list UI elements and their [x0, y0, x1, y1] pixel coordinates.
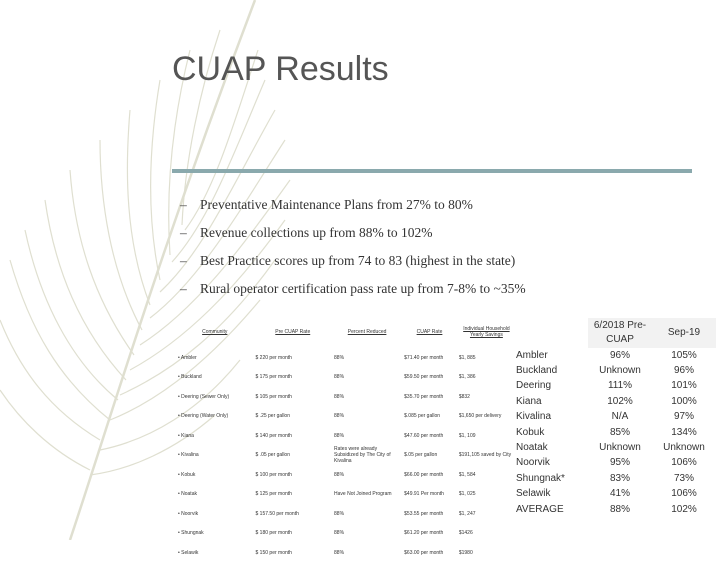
table-row — [176, 524, 516, 544]
table-row — [512, 440, 716, 455]
table-cell: • Ambler — [178, 354, 197, 361]
table-cell: • Deering (Sewer Only) — [178, 393, 230, 400]
table-cell: $1, 247 — [458, 510, 476, 517]
table-header-row — [512, 318, 716, 348]
bullet-item — [180, 195, 526, 223]
bullet-item — [180, 223, 526, 251]
table-cell: 88% — [334, 354, 345, 361]
table-cell: $ 157.50 per month — [255, 510, 299, 517]
table-cell: 88% — [334, 549, 345, 556]
table-cell: $1426 — [458, 530, 473, 537]
table-cell: 88% — [334, 432, 345, 439]
table-cell: $1, 584 — [458, 471, 476, 478]
table-cell: $1980 — [458, 549, 473, 556]
column-header: Community — [202, 329, 228, 335]
table-row — [176, 485, 516, 505]
table-cell: $1, 386 — [458, 374, 476, 381]
collection-rate-cell: Unknown — [663, 442, 705, 454]
community-name: Selawik — [516, 488, 551, 500]
rate-savings-table — [176, 316, 516, 563]
table-row — [512, 502, 716, 517]
table-row — [512, 394, 716, 409]
table-cell: 88% — [334, 374, 345, 381]
collection-rate-cell: Unknown — [599, 442, 641, 454]
table-row — [176, 446, 516, 466]
table-cell: $ 150 per month — [255, 549, 292, 556]
collection-rate-cell: N/A — [611, 411, 629, 423]
table-row — [512, 456, 716, 471]
table-cell: • Kobuk — [178, 471, 196, 478]
table-cell: $ .25 per gallon — [255, 413, 290, 420]
collection-rate-cell: 97% — [673, 411, 694, 423]
table-cell: $49.91 Per month — [404, 491, 444, 498]
collection-rate-cell: 95% — [609, 457, 630, 469]
table-cell: $ 100 per month — [255, 471, 292, 478]
table-row — [512, 348, 716, 363]
table-cell: Have Not Joined Program — [334, 491, 392, 498]
community-name: Shungnak* — [516, 472, 565, 484]
bullet-text: Revenue collections up from 88% to 102% — [200, 225, 433, 240]
table-cell: $ 140 per month — [255, 432, 292, 439]
table-row — [512, 471, 716, 486]
bullet-item — [180, 279, 526, 307]
bullet-text: Best Practice scores up from 74 to 83 (highest in the state) — [200, 253, 516, 268]
collection-rate-cell: 105% — [671, 349, 697, 361]
title-divider — [172, 169, 692, 173]
community-name: Noatak — [516, 442, 548, 454]
collection-rate-cell: 101% — [671, 380, 697, 392]
table-row — [176, 387, 516, 407]
column-header: Pre CUAP Rate — [275, 329, 311, 335]
page-title: CUAP Results — [172, 50, 389, 88]
table-row — [176, 348, 516, 368]
table-cell: $ .05 per gallon — [255, 452, 290, 459]
bullet-dash: – — [180, 281, 187, 296]
column-header: 6/2018 Pre-CUAP — [588, 318, 652, 348]
collection-rate-cell: 41% — [609, 488, 630, 500]
community-name: Noorvik — [516, 457, 550, 469]
community-name: Buckland — [516, 365, 558, 377]
collection-rate-cell: 96% — [673, 365, 694, 377]
table-cell: $ 175 per month — [255, 374, 292, 381]
collection-rate-cell: 100% — [671, 395, 697, 407]
table-cell: $66.00 per month — [404, 471, 444, 478]
table-row — [176, 504, 516, 524]
table-cell: $ 125 per month — [255, 491, 292, 498]
bullet-dash: – — [180, 197, 187, 212]
table-row — [512, 363, 716, 378]
table-row — [176, 407, 516, 427]
table-cell: $35.70 per month — [404, 393, 444, 400]
table-cell: $1, 025 — [458, 491, 476, 498]
community-name: Kobuk — [516, 426, 545, 438]
community-name: Kiana — [516, 395, 542, 407]
collection-rate-cell: 111% — [607, 380, 633, 392]
collection-rate-cell: 96% — [609, 349, 630, 361]
collection-rate-cell: 102% — [671, 503, 697, 515]
collection-rate-cell: 85% — [609, 426, 630, 438]
table-cell: • Shungnak — [178, 530, 204, 537]
table-cell: • Deering (Water Only) — [178, 413, 229, 420]
table-cell: 88% — [334, 471, 345, 478]
column-header: Sep-19 — [652, 318, 716, 348]
table-cell: $71.40 per month — [404, 354, 444, 361]
table-cell: 88% — [334, 393, 345, 400]
table-cell: $53.55 per month — [404, 510, 444, 517]
table-row — [512, 425, 716, 440]
table-row — [512, 487, 716, 502]
bullet-text: Preventative Maintenance Plans from 27% to 80% — [200, 197, 473, 212]
table-cell: $.085 per gallon — [404, 413, 441, 420]
collection-rate-cell: 106% — [671, 457, 697, 469]
table-cell: 88% — [334, 530, 345, 537]
bullet-dash: – — [180, 225, 187, 240]
table-cell: $61.20 per month — [404, 530, 444, 537]
table-cell: $1,650 per delivery — [458, 413, 502, 420]
table-cell: • Kivalina — [178, 452, 199, 459]
table-cell: $59.50 per month — [404, 374, 444, 381]
table-row — [176, 426, 516, 446]
table-cell: $832 — [458, 393, 470, 400]
collection-rate-cell: 106% — [671, 488, 697, 500]
community-name: Kivalina — [516, 411, 552, 423]
table-row — [176, 465, 516, 485]
table-cell: Rates were already Subsidized by The City of Kivalina — [334, 446, 391, 465]
collection-rate-table — [512, 318, 716, 517]
table-cell: $1, 885 — [458, 354, 476, 361]
table-cell: $47.60 per month — [404, 432, 444, 439]
table-row — [176, 368, 516, 388]
bullet-item — [180, 251, 526, 279]
table-cell: 88% — [334, 413, 345, 420]
table-cell: $ 180 per month — [255, 530, 292, 537]
table-cell: • Buckland — [178, 374, 202, 381]
table-header-row — [176, 316, 516, 348]
collection-rate-cell: 102% — [607, 395, 633, 407]
table-cell: $ 105 per month — [255, 393, 292, 400]
table-cell: $1, 109 — [458, 432, 476, 439]
table-cell: $63.00 per month — [404, 549, 444, 556]
collection-rate-cell: 83% — [609, 472, 630, 484]
collection-rate-cell: Unknown — [599, 365, 641, 377]
column-header: Percent Reduced — [347, 329, 387, 335]
blank-header — [512, 318, 588, 348]
table-cell: • Selawik — [178, 549, 199, 556]
table-cell: $.05 per gallon — [404, 452, 438, 459]
table-cell: 88% — [334, 510, 345, 517]
table-row — [512, 410, 716, 425]
table-cell: • Noorvik — [178, 510, 199, 517]
table-cell: • Noatak — [178, 491, 197, 498]
table-cell: $ 220 per month — [255, 354, 292, 361]
bullet-dash: – — [180, 253, 187, 268]
community-name: AVERAGE — [516, 503, 564, 515]
community-name: Ambler — [516, 349, 548, 361]
community-name: Deering — [516, 380, 552, 392]
collection-rate-cell: 134% — [671, 426, 697, 438]
table-row — [512, 379, 716, 394]
table-cell: • Kiana — [178, 432, 194, 439]
table-cell: $191,105 saved by City — [458, 452, 512, 459]
table-row — [176, 543, 516, 563]
collection-rate-cell: 73% — [673, 472, 694, 484]
column-header: Individual Household Yearly Savings — [463, 326, 510, 338]
results-bullet-list — [180, 195, 526, 307]
column-header: CUAP Rate — [416, 329, 443, 335]
bullet-text: Rural operator certification pass rate up from 7-8% to ~35% — [200, 281, 526, 296]
collection-rate-cell: 88% — [609, 503, 630, 515]
